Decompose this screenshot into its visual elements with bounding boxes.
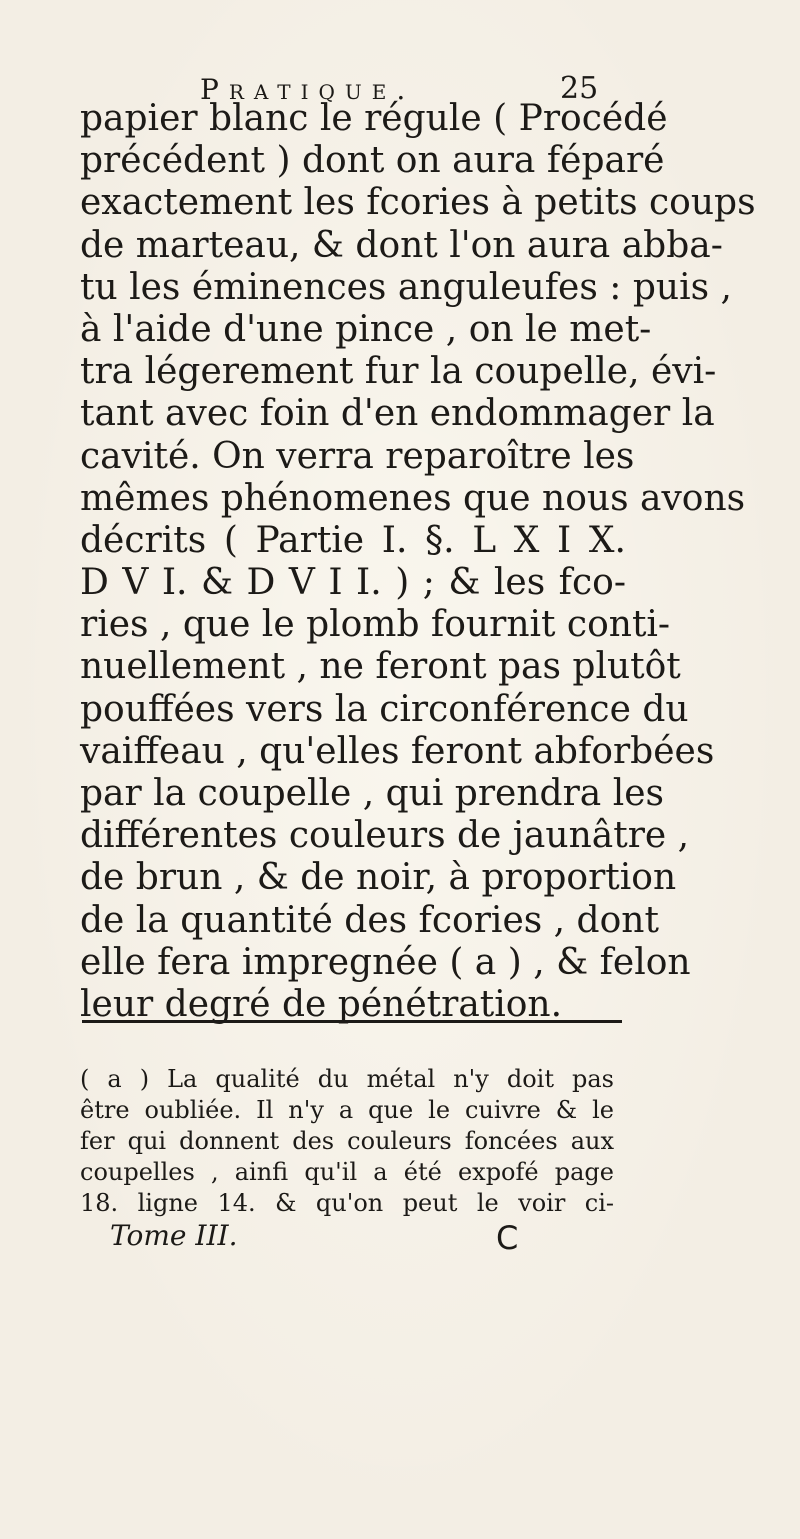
page-number: 25	[560, 71, 599, 106]
text-line: précédent ) dont on aura féparé	[80, 140, 665, 182]
text-line: de brun , & de noir, à proportion	[80, 857, 677, 899]
text-line: tu les éminences anguleufes : puis ,	[80, 266, 732, 308]
text-line: par la coupelle , qui prendra les	[80, 773, 664, 814]
text-line: décrits ( Partie I. §. L X I X.	[80, 519, 626, 561]
text-line: de marteau, & dont l'on aura abba-	[80, 224, 723, 266]
text-line: ries , que le plomb fournit conti-	[80, 604, 671, 646]
text-line: exactement les fcories à petits coups	[80, 182, 756, 224]
text-line: nuellement , ne feront pas plutôt	[80, 646, 681, 688]
text-line: elle fera impregnée ( a ) , & felon	[80, 941, 691, 983]
text-line: D V I. & D V I I. ) ; & les fco-	[80, 562, 626, 604]
text-line: cavité. On verra reparoître les	[80, 435, 635, 477]
footnote-separator-rule	[82, 1020, 622, 1023]
text-line: tra légerement fur la coupelle, évi-	[80, 351, 717, 393]
main-text-block	[80, 98, 756, 1026]
text-line: tant avec foin d'en endommager la	[80, 393, 715, 435]
footnote-block	[80, 1064, 614, 1219]
footnote-line: être oubliée. Il n'y a que le cuivre & le	[80, 1096, 614, 1124]
text-line: mêmes phénomenes que nous avons	[80, 477, 746, 519]
text-line-last: leur degré de pénétration.	[80, 983, 563, 1025]
signature-mark: C	[496, 1219, 519, 1257]
footnote-line: 18. ligne 14. & qu'on peut le voir ci-	[80, 1189, 614, 1217]
running-head: Pratique.	[200, 73, 416, 106]
text-line: pouffées vers la circonférence du	[80, 688, 689, 730]
footnote-line: fer qui donnent des couleurs foncées aux	[80, 1127, 614, 1155]
text-line: de la quantité des fcories , dont	[80, 899, 659, 941]
text-line: vaiffeau , qu'elles feront abforbées	[80, 730, 715, 772]
footnote-line: ( a ) La qualité du métal n'y doit pas	[80, 1065, 614, 1093]
footnote-line: coupelles , ainfi qu'il a été expofé page	[80, 1158, 614, 1186]
text-line: papier blanc le régule ( Procédé	[80, 98, 668, 139]
text-line: différentes couleurs de jaunâtre ,	[80, 815, 690, 857]
volume-label: Tome III.	[110, 1219, 238, 1252]
text-line: à l'aide d'une pince , on le met-	[80, 308, 652, 350]
